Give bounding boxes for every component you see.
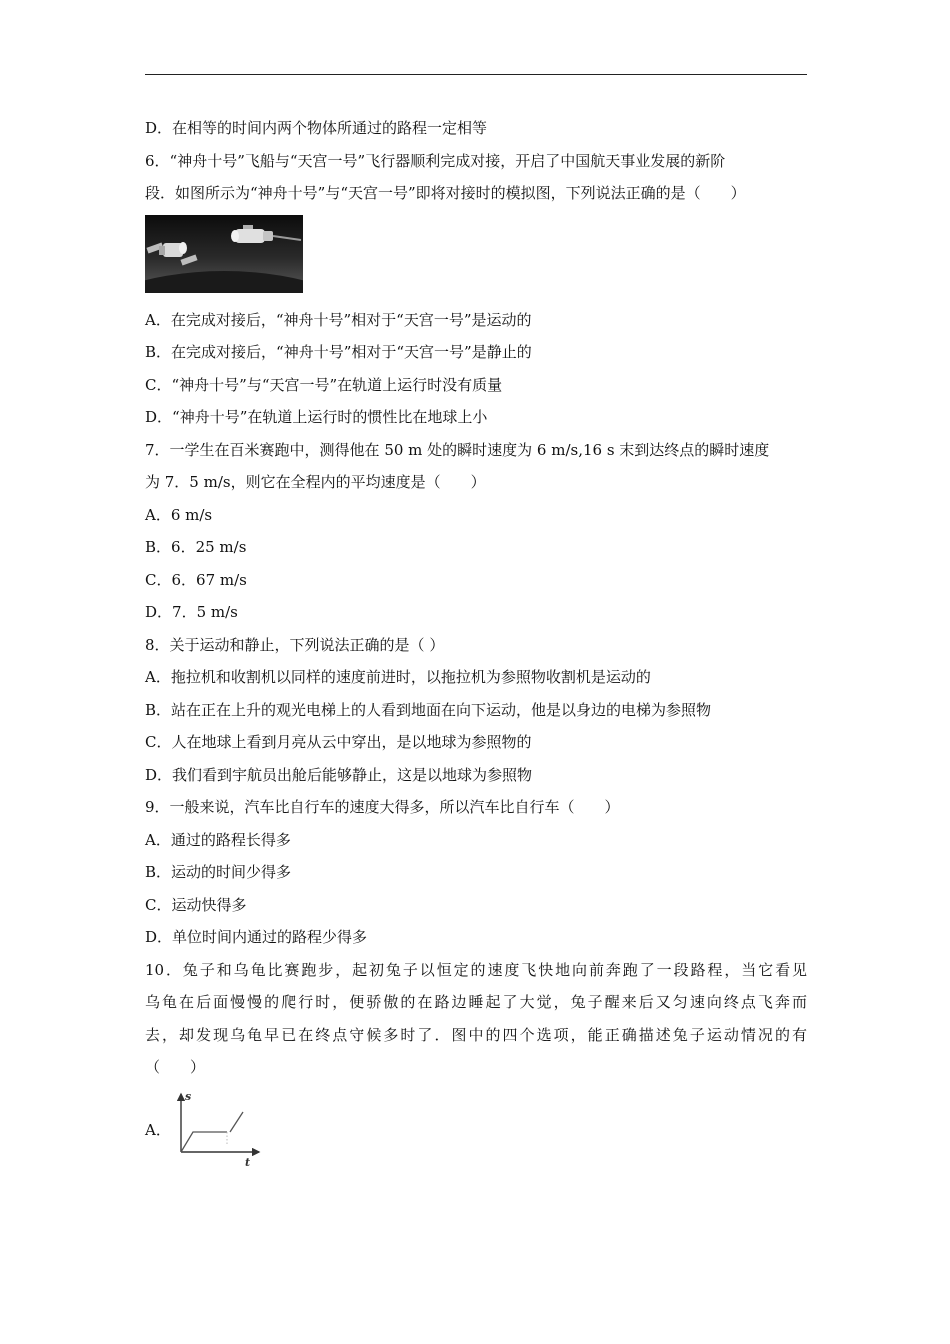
q7-option-c: C．6．67 m/s xyxy=(145,570,247,589)
docking-figure xyxy=(145,210,807,304)
document-body xyxy=(145,112,807,1168)
s-t-graph xyxy=(175,1088,265,1168)
q10-stem-line-3: 去，却发现乌龟早已在终点守候多时了．图中的四个选项，能正确描述兔子运动情况的有 xyxy=(145,1025,807,1044)
q6-stem-line-2: 段．如图所示为“神舟十号”与“天宫一号”即将对接时的模拟图，下列说法正确的是（ ） xyxy=(145,184,746,202)
q10-stem xyxy=(145,954,807,1084)
q7-option-a: A．6 m/s xyxy=(145,505,213,524)
q8-option-a: A．拖拉机和收割机以同样的速度前进时，以拖拉机为参照物收割机是运动的 xyxy=(145,668,651,686)
q6-option-d: D．“神舟十号”在轨道上运行时的惯性比在地球上小 xyxy=(145,408,488,426)
graph-rabbit-line-2 xyxy=(230,1112,243,1132)
q10-stem-line-1: 10．兔子和乌龟比赛跑步，起初兔子以恒定的速度飞快地向前奔跑了一段路程，当它看见 xyxy=(145,960,807,979)
graph-rabbit-line xyxy=(181,1132,227,1152)
header-rule xyxy=(145,74,807,75)
q10-stem-line-4: （ ） xyxy=(145,1058,206,1076)
q7-stem-line-1: 7．一学生在百米赛跑中，测得他在 50 m 处的瞬时速度为 6 m/s,16 s 末到达终点的瞬时速度 xyxy=(145,440,770,459)
q7-stem-line-2: 为 7．5 m/s，则它在全程内的平均速度是（ ） xyxy=(145,473,486,491)
q7-option-d: D．7．5 m/s xyxy=(145,603,238,621)
q9-stem: 9．一般来说，汽车比自行车的速度大得多，所以汽车比自行车（ ） xyxy=(145,798,620,816)
q8-option-d: D．我们看到宇航员出舱后能够静止，这是以地球为参照物 xyxy=(145,765,533,784)
q6-option-c: C．“神舟十号”与“天宫一号”在轨道上运行时没有质量 xyxy=(145,375,503,394)
q6-option-b: B．在完成对接后，“神舟十号”相对于“天宫一号”是静止的 xyxy=(145,343,532,361)
q9-option-c: C．运动快得多 xyxy=(145,895,247,914)
q6-stem-line-1: 6．“神舟十号”飞船与“天宫一号”飞行器顺利完成对接，开启了中国航天事业发展的新阶 xyxy=(145,151,726,170)
graph-s-label: s xyxy=(185,1089,192,1103)
q10-option-a-label: A． xyxy=(145,1120,171,1139)
q8-option-b: B．站在正在上升的观光电梯上的人看到地面在向下运动，他是以身边的电梯为参照物 xyxy=(145,700,712,719)
q8-option-c: C．人在地球上看到月亮从云中穿出，是以地球为参照物的 xyxy=(145,733,532,751)
spacecraft-docking-image xyxy=(145,215,303,293)
q5-option-d: D．在相等的时间内两个物体所通过的路程一定相等 xyxy=(145,119,488,137)
q10-stem-line-2: 乌龟在后面慢慢的爬行时，便骄傲的在路边睡起了大觉，兔子醒来后又匀速向终点飞奔而 xyxy=(145,993,807,1011)
q10-option-a xyxy=(145,1088,807,1168)
graph-t-label: t xyxy=(245,1155,251,1168)
q8-stem: 8．关于运动和静止，下列说法正确的是（ ） xyxy=(145,635,445,654)
q7-option-b: B．6．25 m/s xyxy=(145,538,247,556)
q9-option-b: B．运动的时间少得多 xyxy=(145,863,292,881)
q9-option-d: D．单位时间内通过的路程少得多 xyxy=(145,928,368,946)
q6-option-a: A．在完成对接后，“神舟十号”相对于“天宫一号”是运动的 xyxy=(145,310,532,329)
q9-option-a: A．通过的路程长得多 xyxy=(145,830,291,849)
